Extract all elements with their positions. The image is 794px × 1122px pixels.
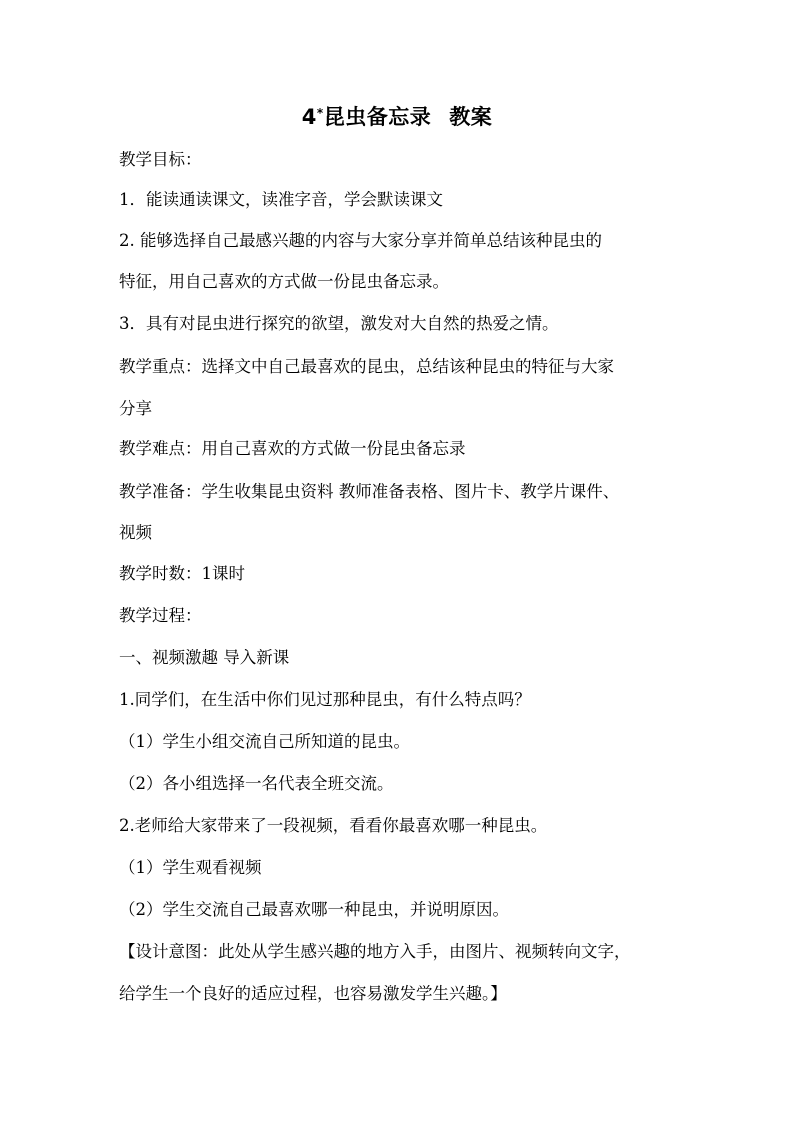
process-subitem-1-1: （1）学生小组交流自己所知道的昆虫。	[119, 732, 410, 751]
title-asterisk: *	[316, 106, 324, 120]
document-title	[0, 100, 794, 134]
class-hours: 教学时数：1课时	[119, 564, 245, 583]
section-heading-process: 教学过程：	[119, 606, 202, 625]
objective-2-line-1: 2. 能够选择自己最感兴趣的内容与大家分享并简单总结该种昆虫的	[119, 231, 602, 250]
objective-1: 1．能读通读课文，读准字音，学会默读课文	[119, 190, 443, 209]
preparation-line-2: 视频	[119, 523, 152, 542]
design-intent-line-1: 【设计意图：此处从学生感兴趣的地方入手，由图片、视频转向文字，	[119, 942, 631, 961]
section-heading-objectives: 教学目标：	[119, 150, 202, 169]
title-number: 4	[301, 105, 317, 129]
preparation-line-1: 教学准备：学生收集昆虫资料 教师准备表格、图片卡、教学片课件、	[119, 482, 620, 501]
objective-3: 3．具有对昆虫进行探究的欲望，激发对大自然的热爱之情。	[119, 314, 559, 333]
title-suffix: 教案	[449, 105, 493, 129]
objective-2-line-2: 特征，用自己喜欢的方式做一份昆虫备忘录。	[119, 272, 449, 291]
process-item-2: 2.老师给大家带来了一段视频，看看你最喜欢哪一种昆虫。	[119, 816, 548, 835]
process-subitem-1-2: （2）各小组选择一名代表全班交流。	[119, 774, 394, 793]
process-item-1: 1.同学们，在生活中你们见过那种昆虫，有什么特点吗？	[119, 690, 531, 709]
key-point-line-1: 教学重点：选择文中自己最喜欢的昆虫，总结该种昆虫的特征与大家	[119, 357, 614, 376]
process-step-1-heading: 一、视频激趣 导入新课	[119, 648, 290, 667]
process-subitem-2-1: （1）学生观看视频	[119, 858, 262, 877]
title-main: 昆虫备忘录	[323, 105, 432, 129]
design-intent-line-2: 给学生一个良好的适应过程，也容易激发学生兴趣。】	[119, 984, 507, 1003]
key-point-line-2: 分享	[119, 399, 152, 418]
difficulty: 教学难点：用自己喜欢的方式做一份昆虫备忘录	[119, 439, 466, 458]
process-subitem-2-2: （2）学生交流自己最喜欢哪一种昆虫，并说明原因。	[119, 900, 509, 919]
